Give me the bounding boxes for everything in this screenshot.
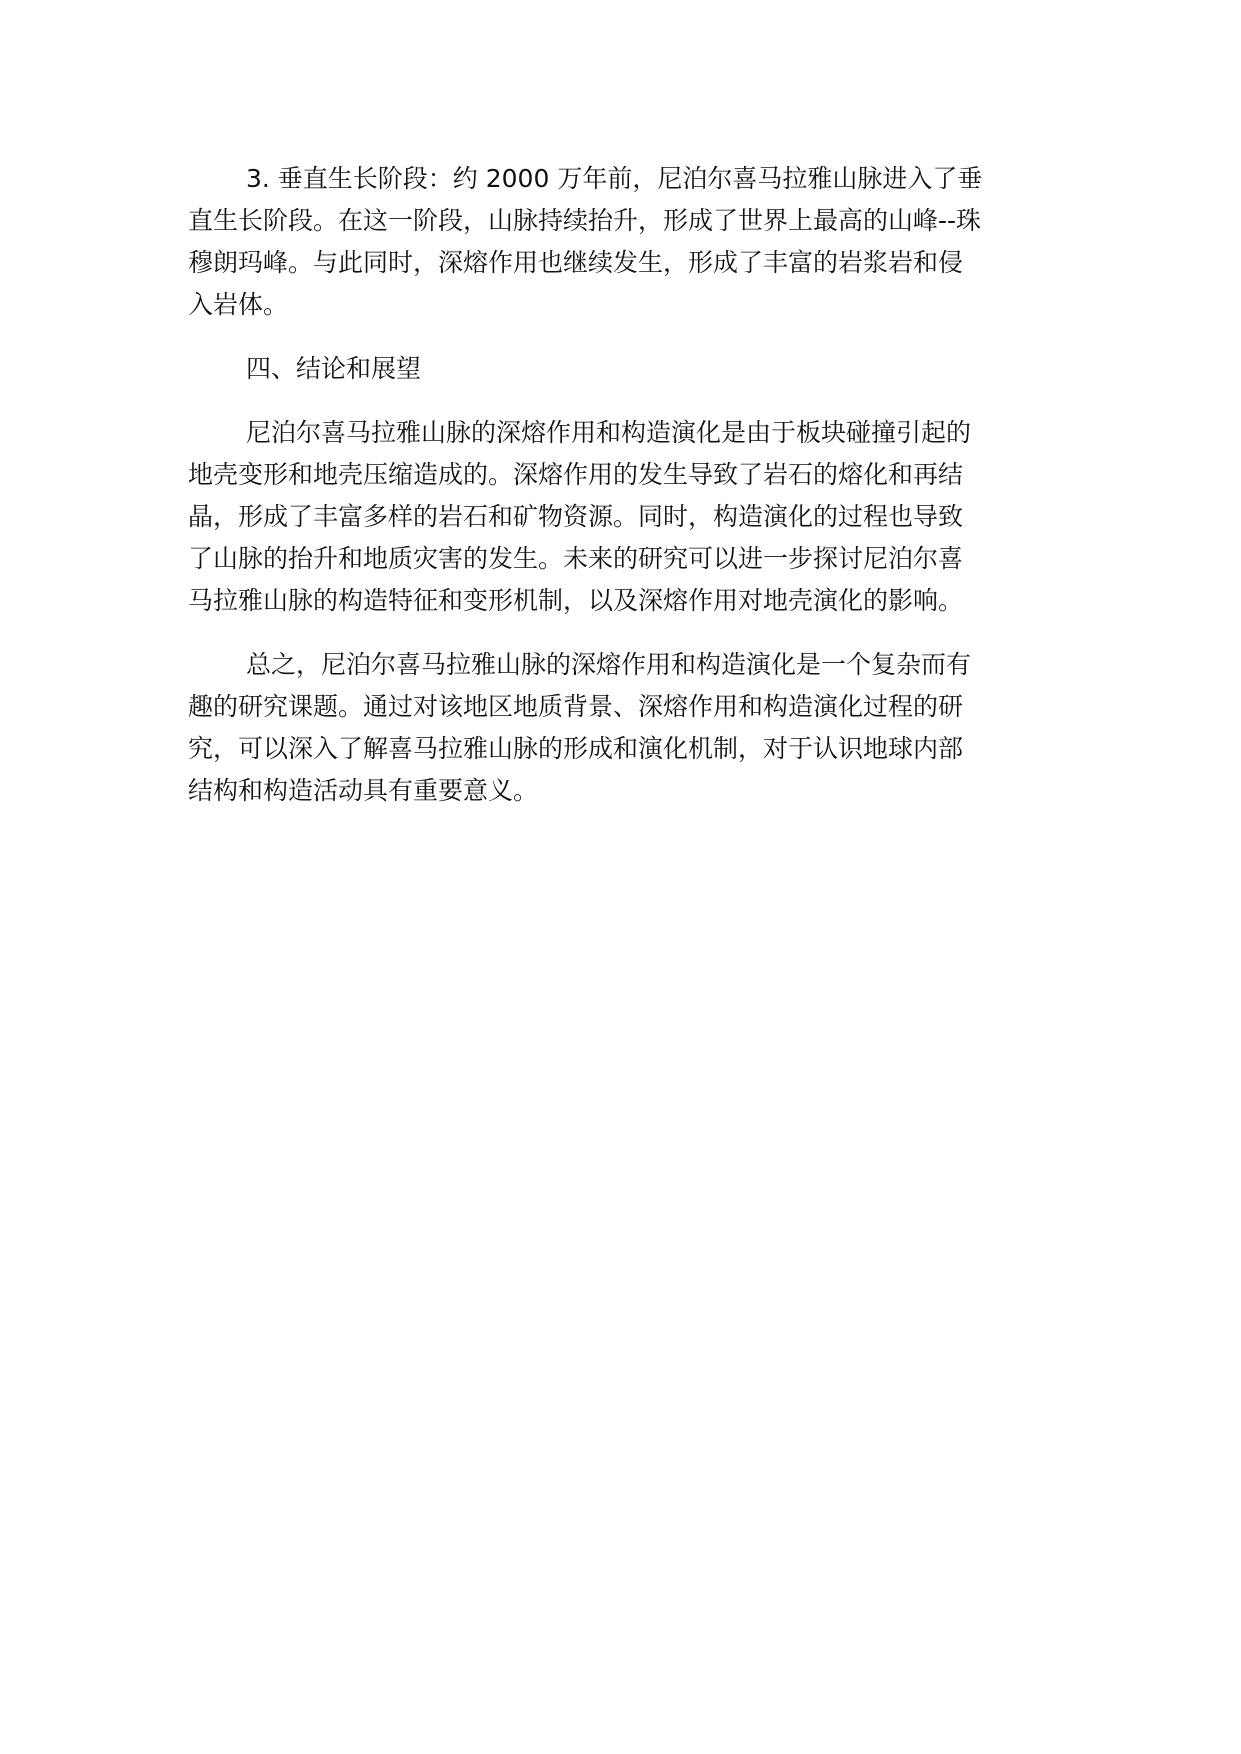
text-line: 穆朗玛峰。与此同时，深熔作用也继续发生，形成了丰富的岩浆岩和侵 [188, 248, 964, 277]
text-line: 马拉雅山脉的构造特征和变形机制，以及深熔作用对地壳演化的影响。 [188, 586, 964, 615]
document-body [188, 158, 1053, 834]
section-heading-conclusion [188, 348, 1053, 390]
text-line: 地壳变形和地壳压缩造成的。深熔作用的发生导致了岩石的熔化和再结 [188, 460, 964, 489]
paragraph-conclusion [188, 412, 1053, 622]
text-line: 趣的研究课题。通过对该地区地质背景、深熔作用和构造演化过程的研 [188, 692, 964, 721]
text-line: 入岩体。 [188, 290, 289, 319]
text-line: 晶，形成了丰富多样的岩石和矿物资源。同时，构造演化的过程也导致 [188, 502, 964, 531]
text-line: 总之，尼泊尔喜马拉雅山脉的深熔作用和构造演化是一个复杂而有 [246, 650, 972, 679]
heading-text: 四、结论和展望 [246, 354, 422, 383]
text-line: 尼泊尔喜马拉雅山脉的深熔作用和构造演化是由于板块碰撞引起的 [246, 418, 972, 447]
text-line: 了山脉的抬升和地质灾害的发生。未来的研究可以进一步探讨尼泊尔喜 [188, 544, 964, 573]
text-line: 究，可以深入了解喜马拉雅山脉的形成和演化机制，对于认识地球内部 [188, 734, 964, 763]
text-line: 3. 垂直生长阶段：约 2000 万年前，尼泊尔喜马拉雅山脉进入了垂 [246, 164, 983, 193]
text-line: 结构和构造活动具有重要意义。 [188, 776, 539, 805]
text-line: 直生长阶段。在这一阶段，山脉持续抬升，形成了世界上最高的山峰--珠 [188, 206, 982, 235]
paragraph-summary [188, 644, 1053, 812]
paragraph-vertical-growth-stage [188, 158, 1053, 326]
